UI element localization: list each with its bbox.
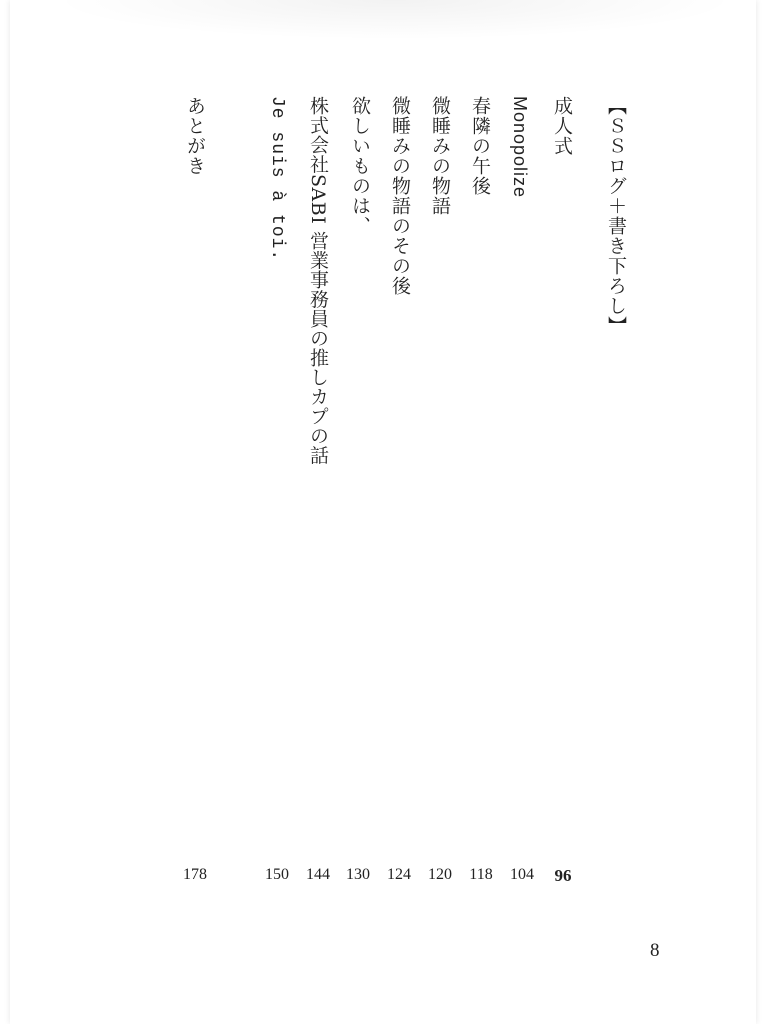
toc-page-number: 96 [554,866,572,885]
toc-entry-title: Monopolize [510,96,530,199]
toc-entry-title: 春隣の午後 [469,96,491,196]
toc-page-number: 178 [183,866,207,883]
toc-entry-title: 株式会社SABI 営業事務員の推しカプの話 [307,96,329,465]
toc-entry-title: 微睡みの物語のその後 [389,96,411,296]
toc-entry-title: 微睡みの物語 [429,96,451,216]
toc-page-number: 124 [387,866,411,883]
toc-entry-title: あとがき [184,96,206,176]
toc-page-number: 130 [346,866,370,883]
page-shadow [50,0,740,40]
toc-entry-title: Je suis à toi. [267,96,287,262]
toc-page-number: 104 [510,866,534,883]
section-heading: 【ＳＳログ＋書き下ろし】 [605,96,627,336]
toc-page-number: 120 [428,866,452,883]
toc-entry-title: 成人式 [551,96,573,156]
book-page [10,0,756,1024]
toc-page-number: 144 [306,866,330,883]
page-folio: 8 [650,940,660,961]
toc-entry-title: 欲しいものは、 [349,96,371,236]
toc-page-number: 118 [469,866,493,883]
toc-page-number: 150 [265,866,289,883]
